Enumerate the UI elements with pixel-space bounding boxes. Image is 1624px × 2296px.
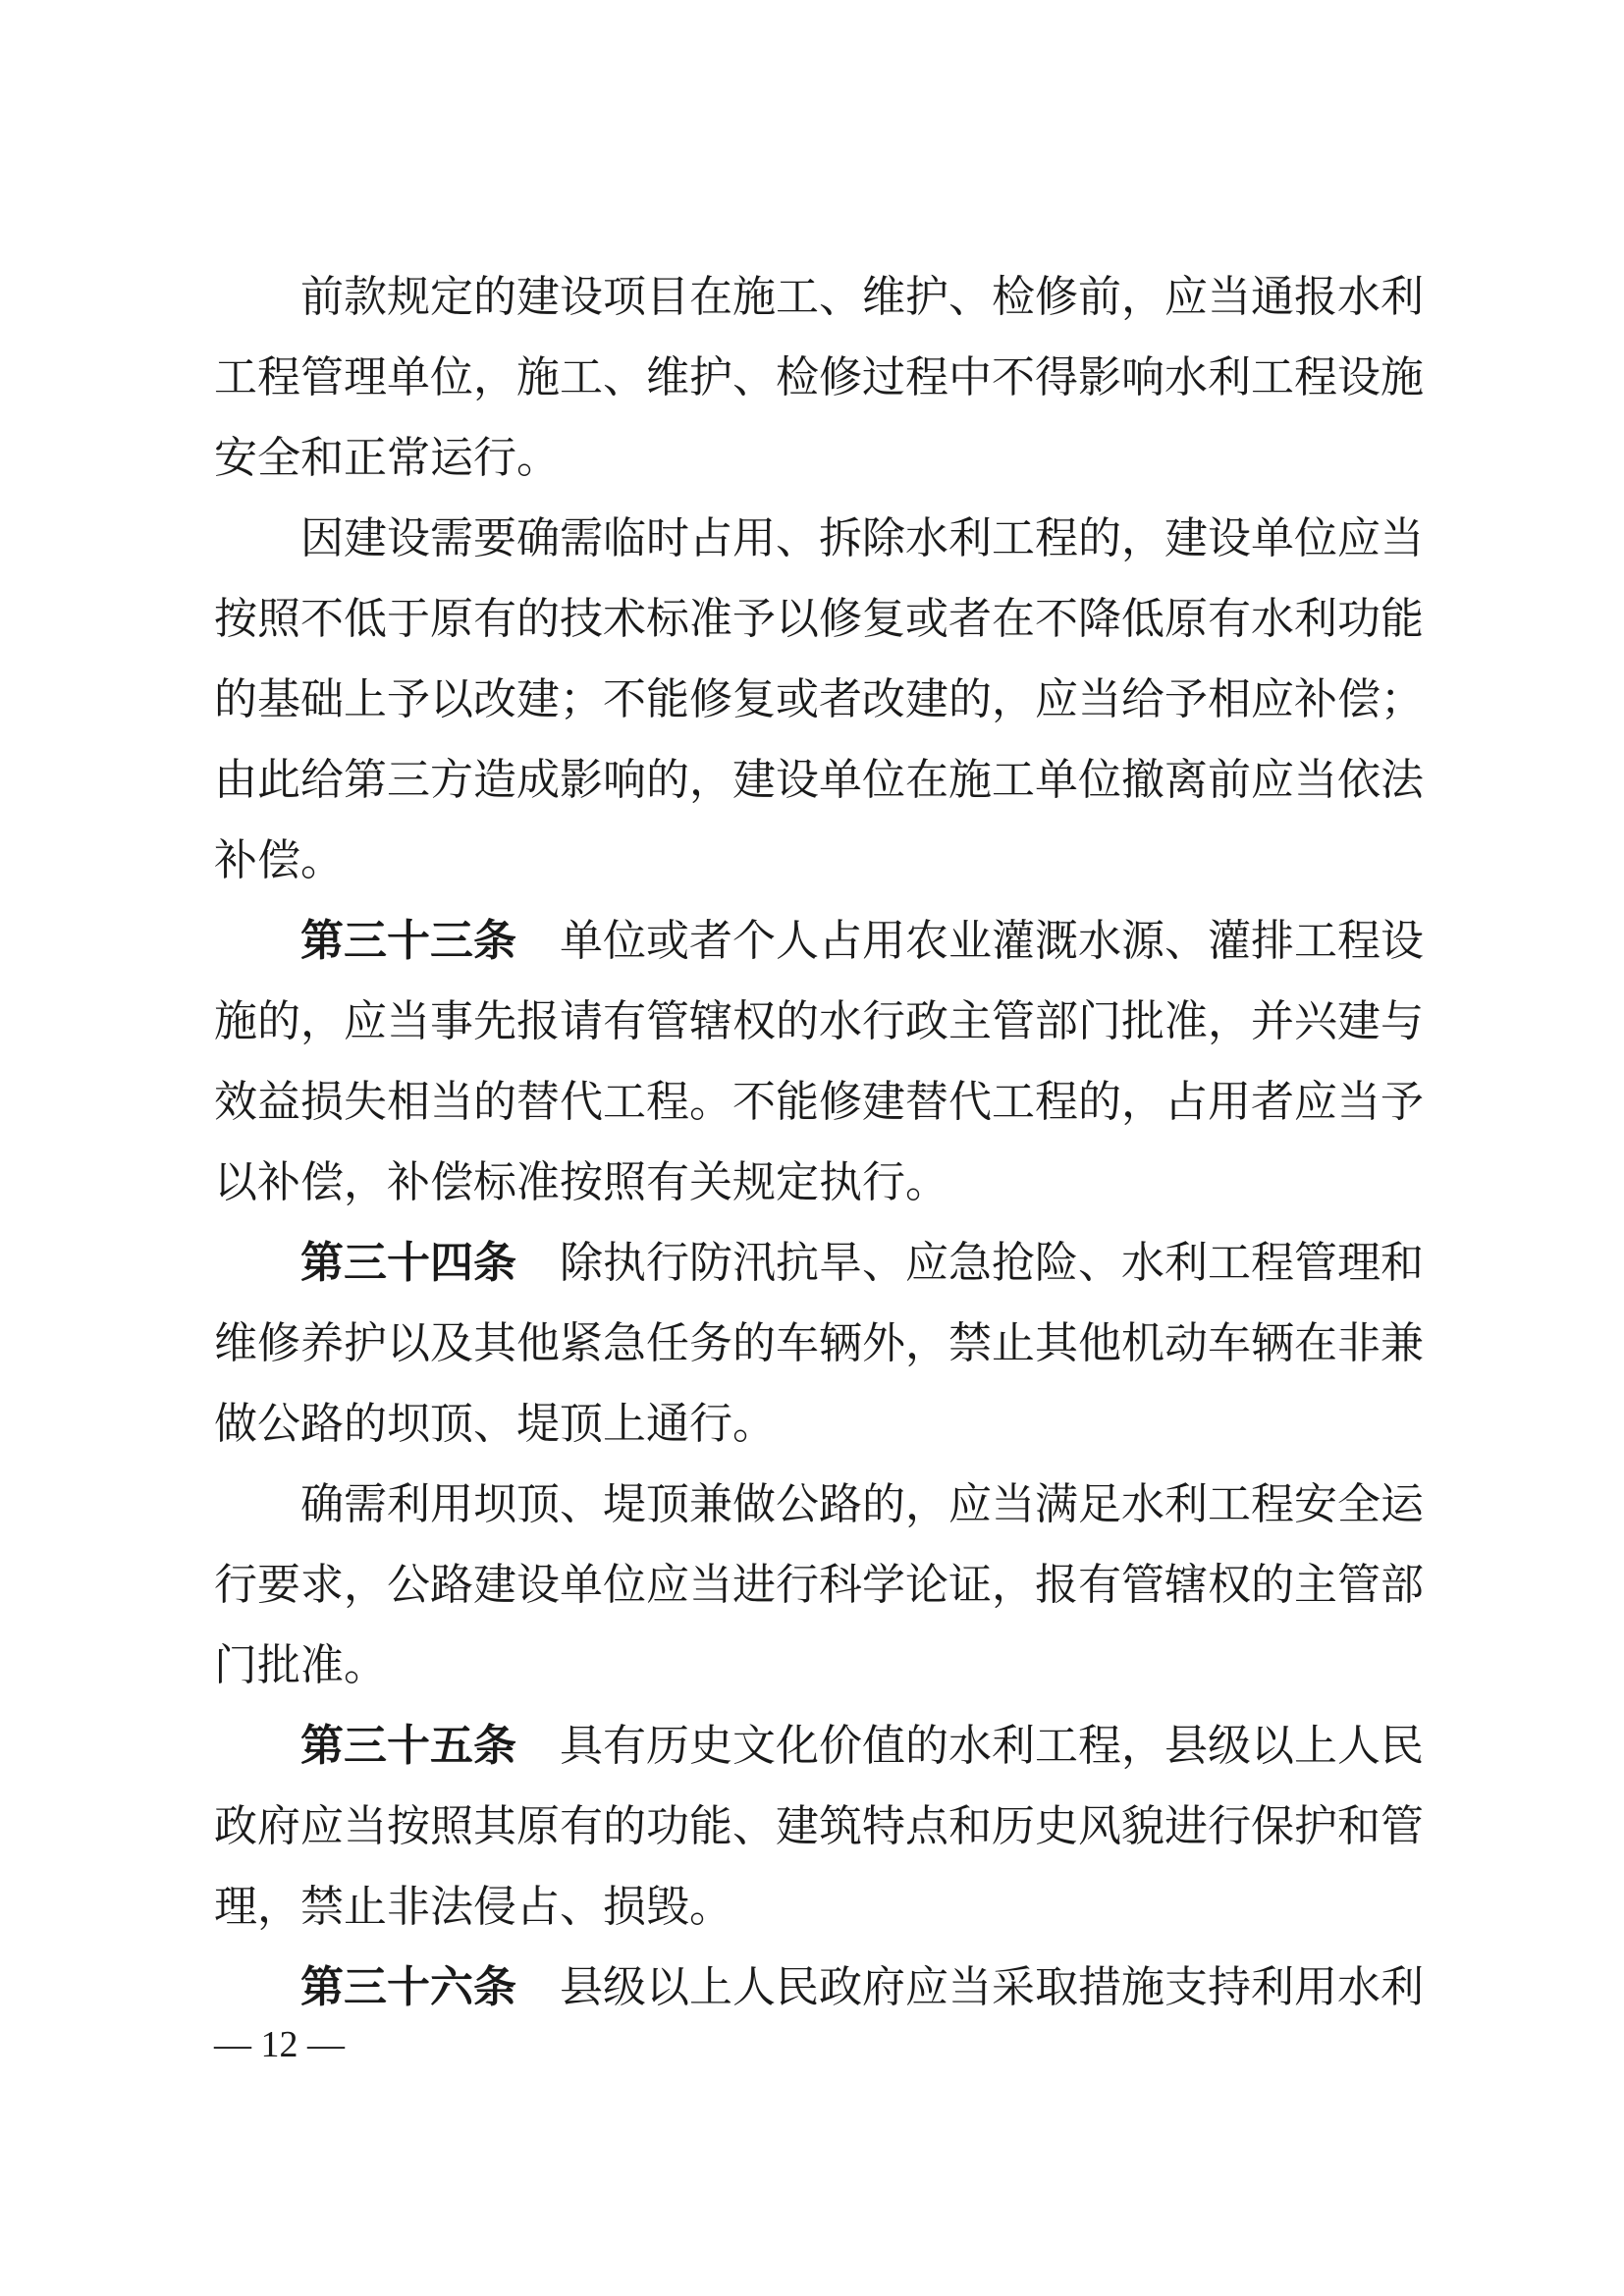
article-line <box>214 1948 1424 2028</box>
article-line <box>214 901 1424 982</box>
text-line: 门批准。 <box>214 1640 387 1690</box>
text-line: 补偿。 <box>214 835 344 885</box>
text-line: 政府应当按照其原有的功能、建筑特点和历史风貌进行保护和管 <box>214 1801 1424 1851</box>
page-number: — 12 — <box>214 2024 345 2065</box>
article-heading: 第三十六条 <box>300 1962 516 2012</box>
document-body <box>214 257 1424 2028</box>
text-line: 施的，应当事先报请有管辖权的水行政主管部门批准，并兴建与 <box>214 996 1424 1046</box>
article-heading: 第三十五条 <box>300 1721 516 1771</box>
text-line: 因建设需要确需临时占用、拆除水利工程的，建设单位应当 <box>300 513 1424 563</box>
text-line: 前款规定的建设项目在施工、维护、检修前，应当通报水利 <box>300 272 1424 322</box>
text-line: 具有历史文化价值的水利工程，县级以上人民 <box>560 1721 1424 1771</box>
text-line: 除执行防汛抗旱、应急抢险、水利工程管理和 <box>560 1238 1424 1288</box>
text-line: 理，禁止非法侵占、损毁。 <box>214 1882 732 1932</box>
text-line: 行要求，公路建设单位应当进行科学论证，报有管辖权的主管部 <box>214 1560 1424 1610</box>
text-line: 确需利用坝顶、堤顶兼做公路的，应当满足水利工程安全运 <box>300 1479 1424 1529</box>
text-line: 按照不低于原有的技术标准予以修复或者在不降低原有水利功能 <box>214 594 1424 644</box>
text-line: 由此给第三方造成影响的，建设单位在施工单位撤离前应当依法 <box>214 755 1424 805</box>
text-line: 县级以上人民政府应当采取措施支持利用水利 <box>560 1962 1424 2012</box>
text-line: 维修养护以及其他紧急任务的车辆外，禁止其他机动车辆在非兼 <box>214 1318 1424 1368</box>
article-line <box>214 1223 1424 1304</box>
text-line: 安全和正常运行。 <box>214 433 560 483</box>
text-line: 单位或者个人占用农业灌溉水源、灌排工程设 <box>560 916 1424 966</box>
article-line <box>214 1706 1424 1787</box>
text-line: 做公路的坝顶、堤顶上通行。 <box>214 1399 776 1449</box>
text-line: 以补偿，补偿标准按照有关规定执行。 <box>214 1157 948 1207</box>
text-line: 工程管理单位，施工、维护、检修过程中不得影响水利工程设施 <box>214 352 1424 402</box>
article-heading: 第三十四条 <box>300 1238 516 1288</box>
article-heading: 第三十三条 <box>300 916 516 966</box>
text-line: 效益损失相当的替代工程。不能修建替代工程的，占用者应当予 <box>214 1077 1424 1127</box>
text-line: 的基础上予以改建；不能修复或者改建的，应当给予相应补偿； <box>214 674 1424 724</box>
